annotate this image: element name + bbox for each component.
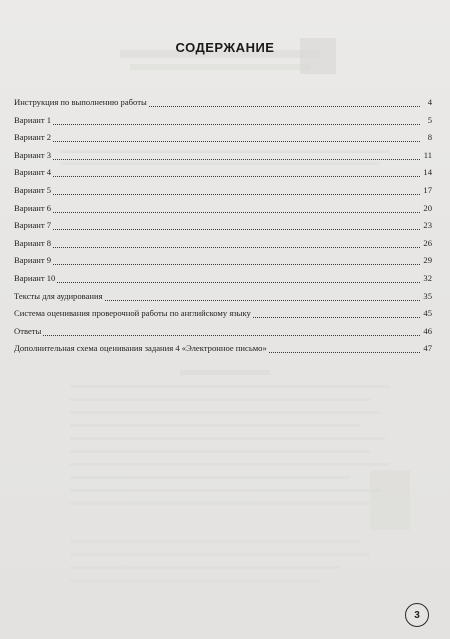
toc-entry-page: 26 bbox=[423, 237, 432, 248]
toc-entry[interactable] bbox=[14, 112, 432, 130]
toc-leader-dots bbox=[149, 96, 420, 107]
toc-leader-dots bbox=[53, 237, 420, 248]
toc-entry[interactable] bbox=[14, 323, 432, 341]
toc-entry-label: Вариант 2 bbox=[14, 132, 52, 143]
toc-leader-dots bbox=[105, 290, 420, 301]
toc-entry-label: Дополнительная схема оценивания задания 4 «Электронное письмо» bbox=[14, 343, 267, 354]
toc-entry-page: 23 bbox=[423, 220, 432, 231]
toc-entry[interactable] bbox=[14, 305, 432, 323]
toc-leader-dots bbox=[53, 149, 420, 160]
toc-entry[interactable] bbox=[14, 94, 432, 112]
toc-entry[interactable] bbox=[14, 217, 432, 235]
toc-entry-label: Вариант 3 bbox=[14, 149, 52, 160]
toc-leader-dots bbox=[43, 325, 420, 336]
table-of-contents bbox=[14, 94, 432, 358]
toc-leader-dots bbox=[53, 166, 420, 177]
toc-leader-dots bbox=[57, 272, 420, 283]
toc-entry[interactable] bbox=[14, 252, 432, 270]
toc-entry-page: 35 bbox=[423, 290, 432, 301]
toc-leader-dots bbox=[53, 202, 420, 213]
toc-entry-page: 32 bbox=[423, 272, 432, 283]
toc-leader-dots bbox=[53, 131, 420, 142]
toc-leader-dots bbox=[53, 184, 420, 195]
toc-entry-page: 29 bbox=[423, 255, 432, 266]
toc-entry-label: Вариант 1 bbox=[14, 114, 52, 125]
toc-entry-label: Вариант 10 bbox=[14, 272, 56, 283]
toc-leader-dots bbox=[53, 114, 420, 125]
toc-entry-label: Ответы bbox=[14, 325, 42, 336]
toc-entry[interactable] bbox=[14, 235, 432, 253]
toc-entry[interactable] bbox=[14, 200, 432, 218]
toc-entry-page: 11 bbox=[423, 149, 432, 160]
toc-entry-label: Вариант 5 bbox=[14, 184, 52, 195]
toc-entry-label: Вариант 8 bbox=[14, 237, 52, 248]
toc-entry-page: 4 bbox=[427, 97, 432, 107]
toc-entry-label: Вариант 9 bbox=[14, 255, 52, 266]
toc-entry-label: Вариант 4 bbox=[14, 167, 52, 178]
toc-entry-label: Вариант 7 bbox=[14, 220, 52, 231]
toc-entry-page: 46 bbox=[423, 325, 432, 336]
toc-entry[interactable] bbox=[14, 164, 432, 182]
toc-leader-dots bbox=[253, 307, 420, 318]
toc-leader-dots bbox=[53, 254, 420, 265]
toc-leader-dots bbox=[269, 342, 420, 353]
toc-entry[interactable] bbox=[14, 182, 432, 200]
toc-entry[interactable] bbox=[14, 270, 432, 288]
toc-entry-label: Тексты для аудирования bbox=[14, 290, 103, 301]
toc-entry[interactable] bbox=[14, 147, 432, 165]
page-number-badge: 3 bbox=[405, 603, 429, 627]
toc-entry-page: 14 bbox=[423, 167, 432, 178]
toc-entry-label: Вариант 6 bbox=[14, 202, 52, 213]
toc-entry-label: Инструкция по выполнению работы bbox=[14, 97, 147, 107]
toc-entry[interactable] bbox=[14, 340, 432, 358]
toc-entry-page: 47 bbox=[423, 343, 432, 354]
toc-entry-page: 45 bbox=[423, 308, 432, 319]
toc-entry-page: 17 bbox=[423, 184, 432, 195]
toc-entry[interactable] bbox=[14, 129, 432, 147]
toc-entry-label: Система оценивания проверочной работы по английскому языку bbox=[14, 308, 251, 319]
toc-entry[interactable] bbox=[14, 288, 432, 306]
toc-leader-dots bbox=[53, 219, 420, 230]
toc-entry-page: 20 bbox=[423, 202, 432, 213]
page-title: СОДЕРЖАНИЕ bbox=[175, 40, 275, 55]
toc-entry-page: 5 bbox=[427, 114, 432, 125]
toc-entry-page: 8 bbox=[427, 132, 432, 143]
